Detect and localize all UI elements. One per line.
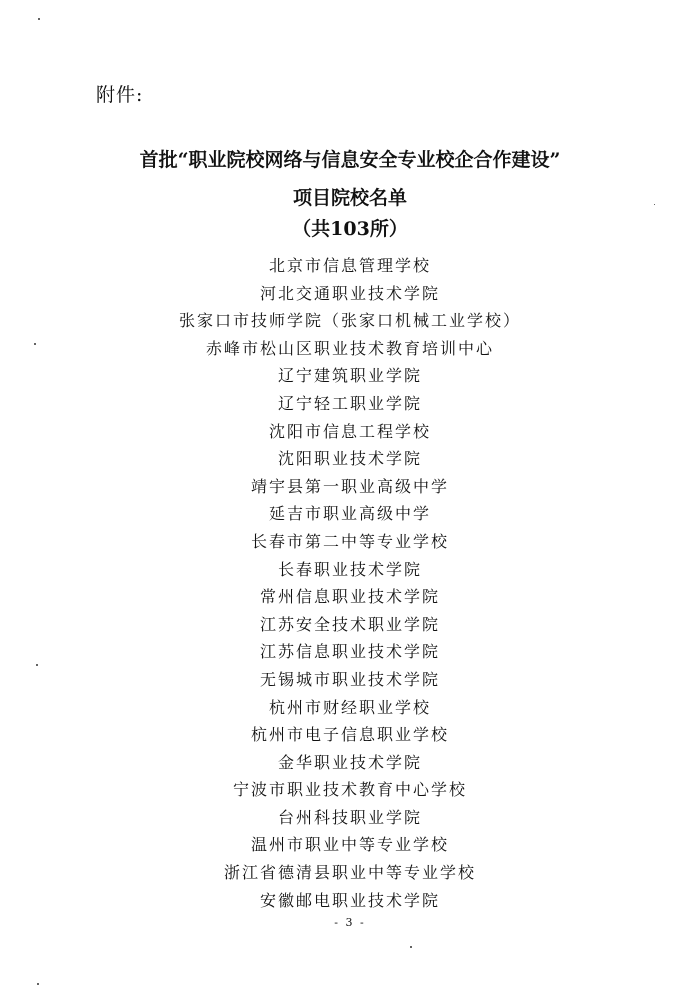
school-list-item: 温州市职业中等专业学校 <box>250 835 449 855</box>
school-list-item: 靖宇县第一职业高级中学 <box>250 476 449 496</box>
school-list-item: 常州信息职业技术学院 <box>259 587 440 607</box>
school-list-item: 浙江省德清县职业中等专业学校 <box>223 863 476 883</box>
attachment-label: 附件: <box>96 84 144 106</box>
scan-speck <box>37 983 39 985</box>
school-list-item: 北京市信息管理学校 <box>268 256 431 275</box>
document-title-line-2: 项目院校名单 <box>292 187 407 209</box>
school-list-item: 杭州市财经职业学校 <box>268 697 431 717</box>
school-list-item: 长春市第二中等专业学校 <box>250 531 449 551</box>
document-title-line-1: 首批“职业院校网络与信息安全专业校企合作建设” <box>139 149 561 171</box>
school-list-item: 赤峰市松山区职业技术教育培训中心 <box>205 338 494 358</box>
school-list-item: 江苏信息职业技术学院 <box>259 642 440 662</box>
scan-speck <box>410 946 412 948</box>
school-list-item: 金华职业技术学院 <box>277 752 422 772</box>
school-list-item: 台州科技职业学院 <box>277 807 422 827</box>
scan-speck <box>34 343 36 345</box>
school-list-item: 沈阳市信息工程学校 <box>268 421 431 441</box>
school-list-item: 辽宁轻工职业学院 <box>277 393 422 413</box>
school-list-item: 江苏安全技术职业学院 <box>259 614 440 634</box>
school-list-item: 河北交通职业技术学院 <box>259 283 440 303</box>
school-list-item: 沈阳职业技术学院 <box>277 449 422 469</box>
school-list-item: 宁波市职业技术教育中心学校 <box>232 780 467 800</box>
school-list <box>0 252 700 914</box>
school-list-item: 延吉市职业高级中学 <box>268 504 431 524</box>
school-list-item: 安徽邮电职业技术学院 <box>259 890 440 910</box>
scan-speck <box>654 204 655 205</box>
school-list-item: 辽宁建筑职业学院 <box>277 366 422 386</box>
school-list-item: 杭州市电子信息职业学校 <box>250 725 449 745</box>
scan-speck <box>38 18 40 20</box>
school-list-item: 无锡城市职业技术学院 <box>259 669 440 689</box>
scan-speck <box>36 664 38 666</box>
school-count-line: （共103所） <box>292 218 408 240</box>
school-list-item: 长春职业技术学院 <box>277 559 422 579</box>
school-list-item: 张家口市技师学院（张家口机械工业学校） <box>178 311 521 331</box>
page-number: - 3 - <box>334 916 366 929</box>
